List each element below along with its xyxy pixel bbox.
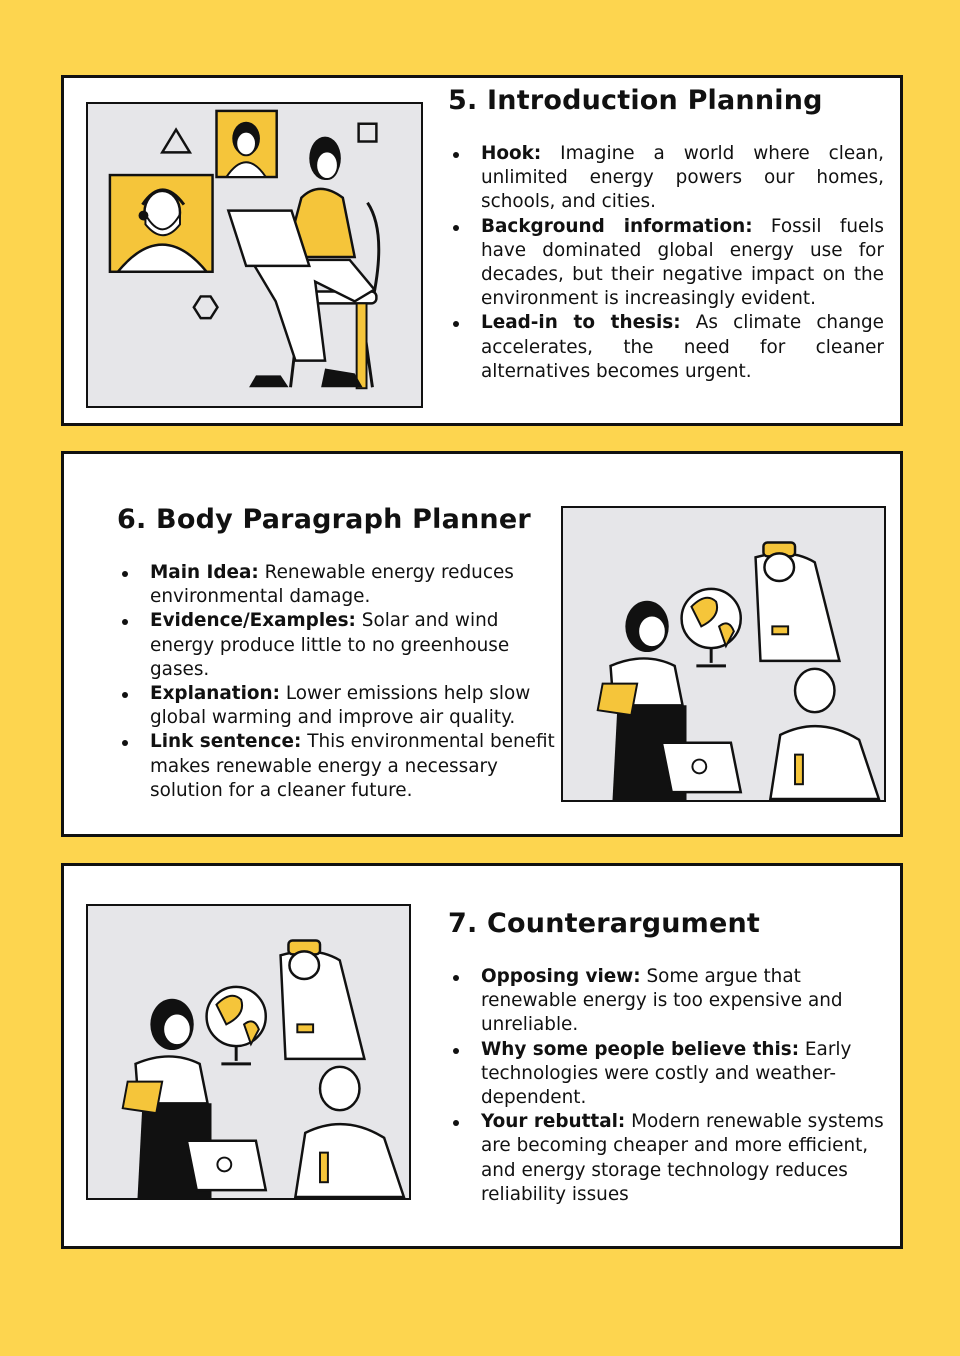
section-title: 6. Body Paragraph Planner [117,504,531,535]
bullet-list [119,561,559,803]
team-globe-illustration [561,506,886,802]
list-item: Background information: Fossil fuels have dominated global energy use for decades, but their negative impact on the environment is increasingly evident. [450,215,884,312]
list-item: Opposing view: Some argue that renewable energy is too expensive and unreliable. [450,965,884,1038]
list-item: Link sentence: This environmental benefit makes renewable energy a necessary solution for a cleaner future. [119,730,559,803]
bullet-list [450,142,884,384]
list-item: Evidence/Examples: Solar and wind energy produce little to no greenhouse gases. [119,609,559,682]
section-title: 5. Introduction Planning [448,85,823,116]
bullet-list [450,965,884,1207]
section-body-paragraph-planner [61,451,903,837]
list-item: Why some people believe this: Early technologies were costly and weather-dependent. [450,1038,884,1111]
list-item: Hook: Imagine a world where clean, unlimited energy powers our homes, schools, and cities. [450,142,884,215]
list-item: Explanation: Lower emissions help slow global warming and improve air quality. [119,682,559,730]
list-item: Lead-in to thesis: As climate change accelerates, the need for cleaner alternatives becomes urgent. [450,311,884,384]
section-introduction-planning [61,75,903,426]
list-item: Main Idea: Renewable energy reduces environmental damage. [119,561,559,609]
section-title: 7. Counterargument [448,908,761,939]
list-item: Your rebuttal: Modern renewable systems are becoming cheaper and more efficient, and energy storage technology reduces reliability issues [450,1110,884,1207]
section-counterargument [61,863,903,1249]
video-call-illustration [86,102,423,408]
team-globe-illustration [86,904,411,1200]
